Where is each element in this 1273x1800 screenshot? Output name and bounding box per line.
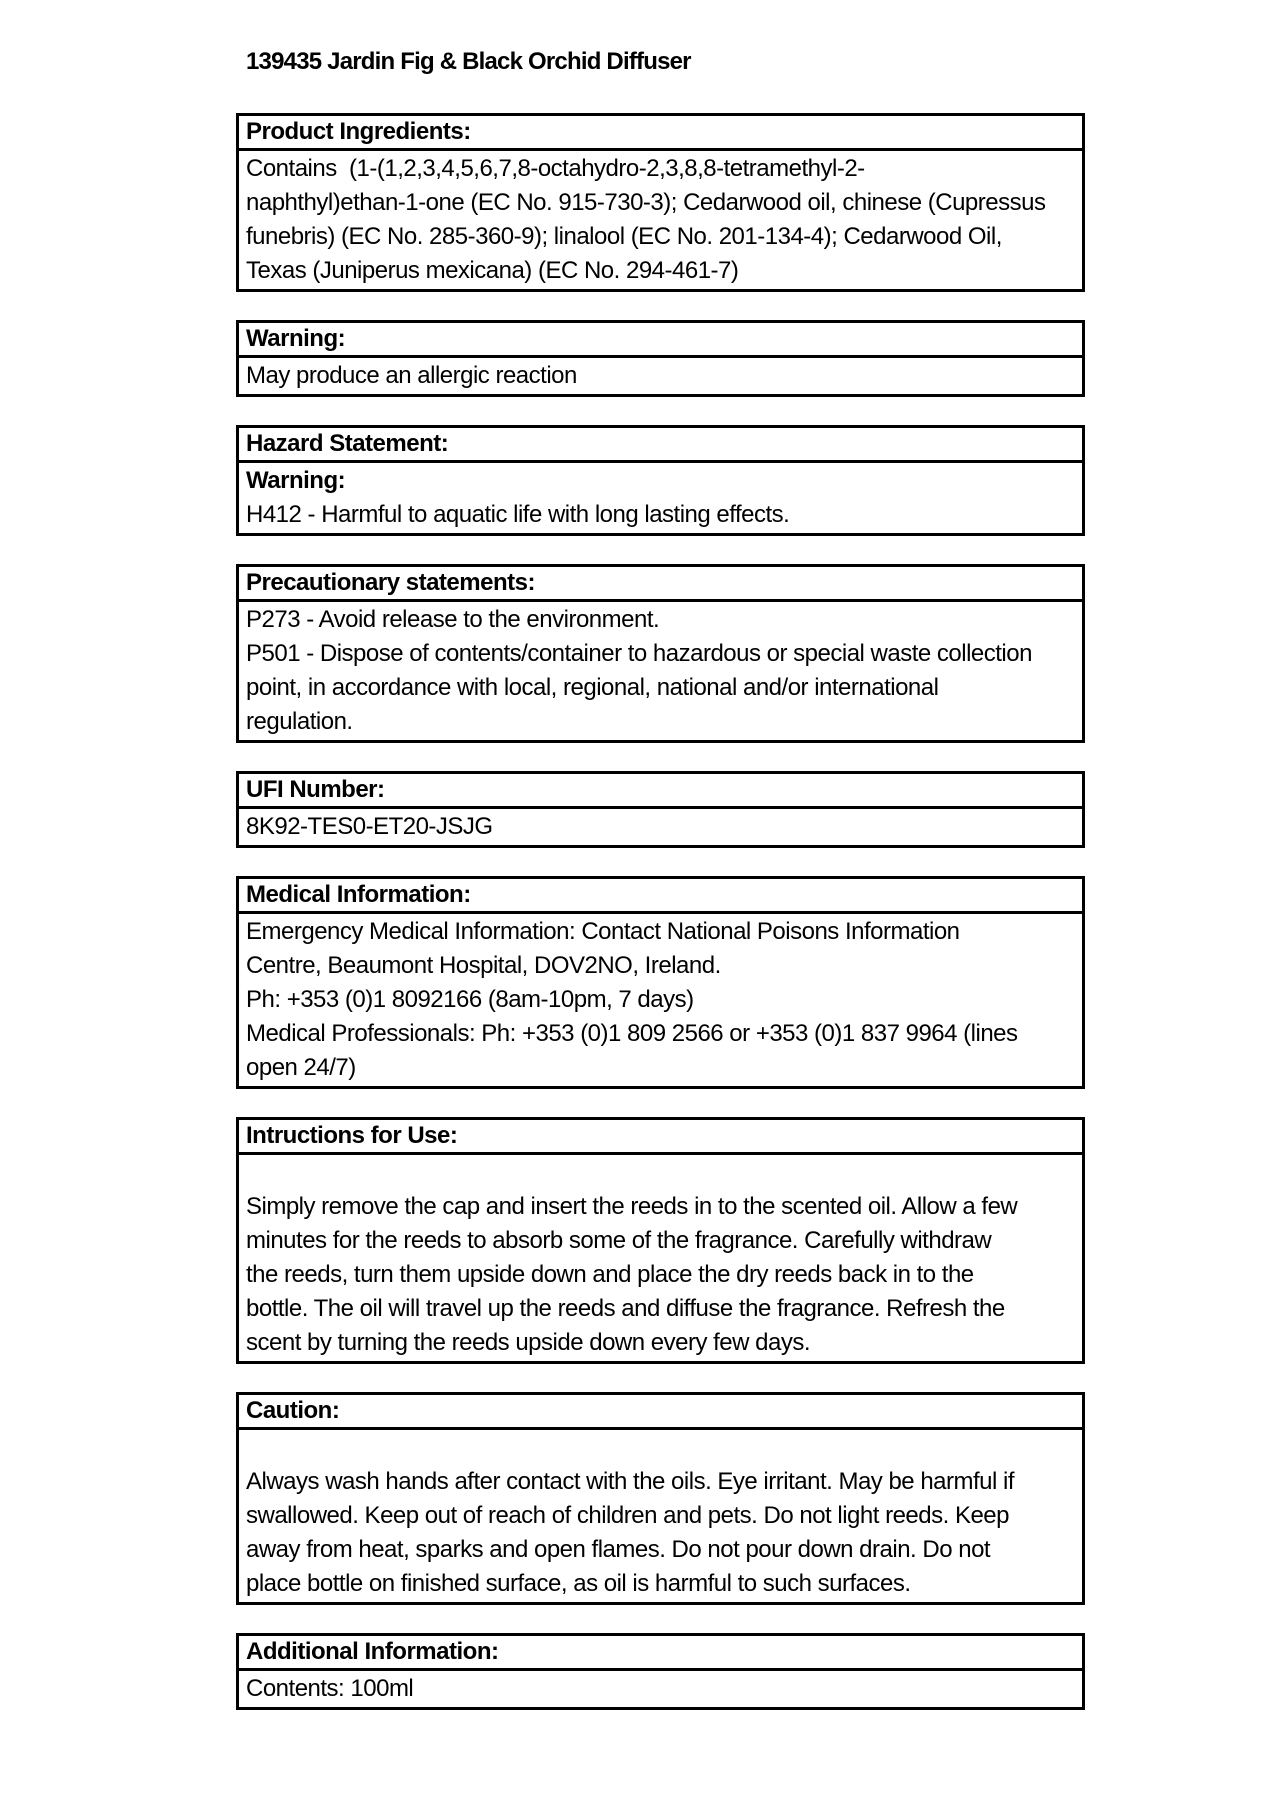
body-line: point, in accordance with local, regional, national and/or international <box>246 674 939 701</box>
body-line: Contents: 100ml <box>246 1675 414 1702</box>
body-line: P501 - Dispose of contents/container to hazardous or special waste collection <box>246 640 1032 667</box>
section-ufi-number <box>236 771 1085 848</box>
body-line: Warning: <box>246 467 346 494</box>
section-header-product-ingredients: Product Ingredients: <box>239 116 1082 151</box>
section-header-warning: Warning: <box>239 323 1082 358</box>
body-line: away from heat, sparks and open flames. Do not pour down drain. Do not <box>246 1536 991 1563</box>
page-title: 139435 Jardin Fig & Black Orchid Diffuser <box>246 48 691 75</box>
section-instructions-for-use <box>236 1117 1085 1364</box>
body-line: 8K92-TES0-ET20-JSJG <box>246 813 493 840</box>
section-body-additional-information <box>239 1671 1082 1707</box>
body-line: Centre, Beaumont Hospital, DOV2NO, Ireland. <box>246 952 721 979</box>
section-caution <box>236 1392 1085 1605</box>
body-line: place bottle on finished surface, as oil is harmful to such surfaces. <box>246 1570 911 1597</box>
section-header-instructions-for-use: Intructions for Use: <box>239 1120 1082 1155</box>
body-line: P273 - Avoid release to the environment. <box>246 606 660 633</box>
body-line: scent by turning the reeds upside down every few days. <box>246 1329 810 1356</box>
body-line: regulation. <box>246 708 353 735</box>
section-body-product-ingredients <box>239 151 1082 289</box>
section-body-ufi-number <box>239 809 1082 845</box>
body-line <box>246 1431 1075 1465</box>
body-line: Simply remove the cap and insert the reeds in to the scented oil. Allow a few <box>246 1193 1018 1220</box>
body-line <box>246 1156 1075 1190</box>
body-line: naphthyl)ethan-1-one (EC No. 915-730-3); Cedarwood oil, chinese (Cupressus <box>246 189 1046 216</box>
section-product-ingredients <box>236 113 1085 292</box>
section-body-instructions-for-use <box>239 1155 1082 1361</box>
section-header-hazard-statement: Hazard Statement: <box>239 428 1082 463</box>
section-body-medical-information <box>239 914 1082 1086</box>
section-header-ufi-number: UFI Number: <box>239 774 1082 809</box>
section-header-precautionary-statements: Precautionary statements: <box>239 567 1082 602</box>
section-body-warning <box>239 358 1082 394</box>
section-precautionary-statements <box>236 564 1085 743</box>
body-line: swallowed. Keep out of reach of children and pets. Do not light reeds. Keep <box>246 1502 1009 1529</box>
section-body-precautionary-statements <box>239 602 1082 740</box>
body-line: open 24/7) <box>246 1054 356 1081</box>
section-header-caution: Caution: <box>239 1395 1082 1430</box>
body-line: Always wash hands after contact with the oils. Eye irritant. May be harmful if <box>246 1468 1015 1495</box>
section-header-medical-information: Medical Information: <box>239 879 1082 914</box>
section-body-caution <box>239 1430 1082 1602</box>
section-additional-information <box>236 1633 1085 1710</box>
section-body-hazard-statement <box>239 463 1082 533</box>
body-line: Medical Professionals: Ph: +353 (0)1 809 2566 or +353 (0)1 837 9964 (lines <box>246 1020 1018 1047</box>
body-line: H412 - Harmful to aquatic life with long lasting effects. <box>246 501 790 528</box>
body-line: May produce an allergic reaction <box>246 362 577 389</box>
body-line: Texas (Juniperus mexicana) (EC No. 294-461-7) <box>246 257 739 284</box>
body-line: the reeds, turn them upside down and place the dry reeds back in to the <box>246 1261 974 1288</box>
section-header-additional-information: Additional Information: <box>239 1636 1082 1671</box>
section-hazard-statement <box>236 425 1085 536</box>
body-line: minutes for the reeds to absorb some of the fragrance. Carefully withdraw <box>246 1227 992 1254</box>
body-line: Ph: +353 (0)1 8092166 (8am-10pm, 7 days) <box>246 986 694 1013</box>
section-warning <box>236 320 1085 397</box>
body-line: Contains (1-(1,2,3,4,5,6,7,8-octahydro-2,3,8,8-tetramethyl-2- <box>246 155 865 182</box>
body-line: bottle. The oil will travel up the reeds and diffuse the fragrance. Refresh the <box>246 1295 1005 1322</box>
section-medical-information <box>236 876 1085 1089</box>
body-line: Emergency Medical Information: Contact National Poisons Information <box>246 918 960 945</box>
body-line: funebris) (EC No. 285-360-9); linalool (EC No. 201-134-4); Cedarwood Oil, <box>246 223 1002 250</box>
